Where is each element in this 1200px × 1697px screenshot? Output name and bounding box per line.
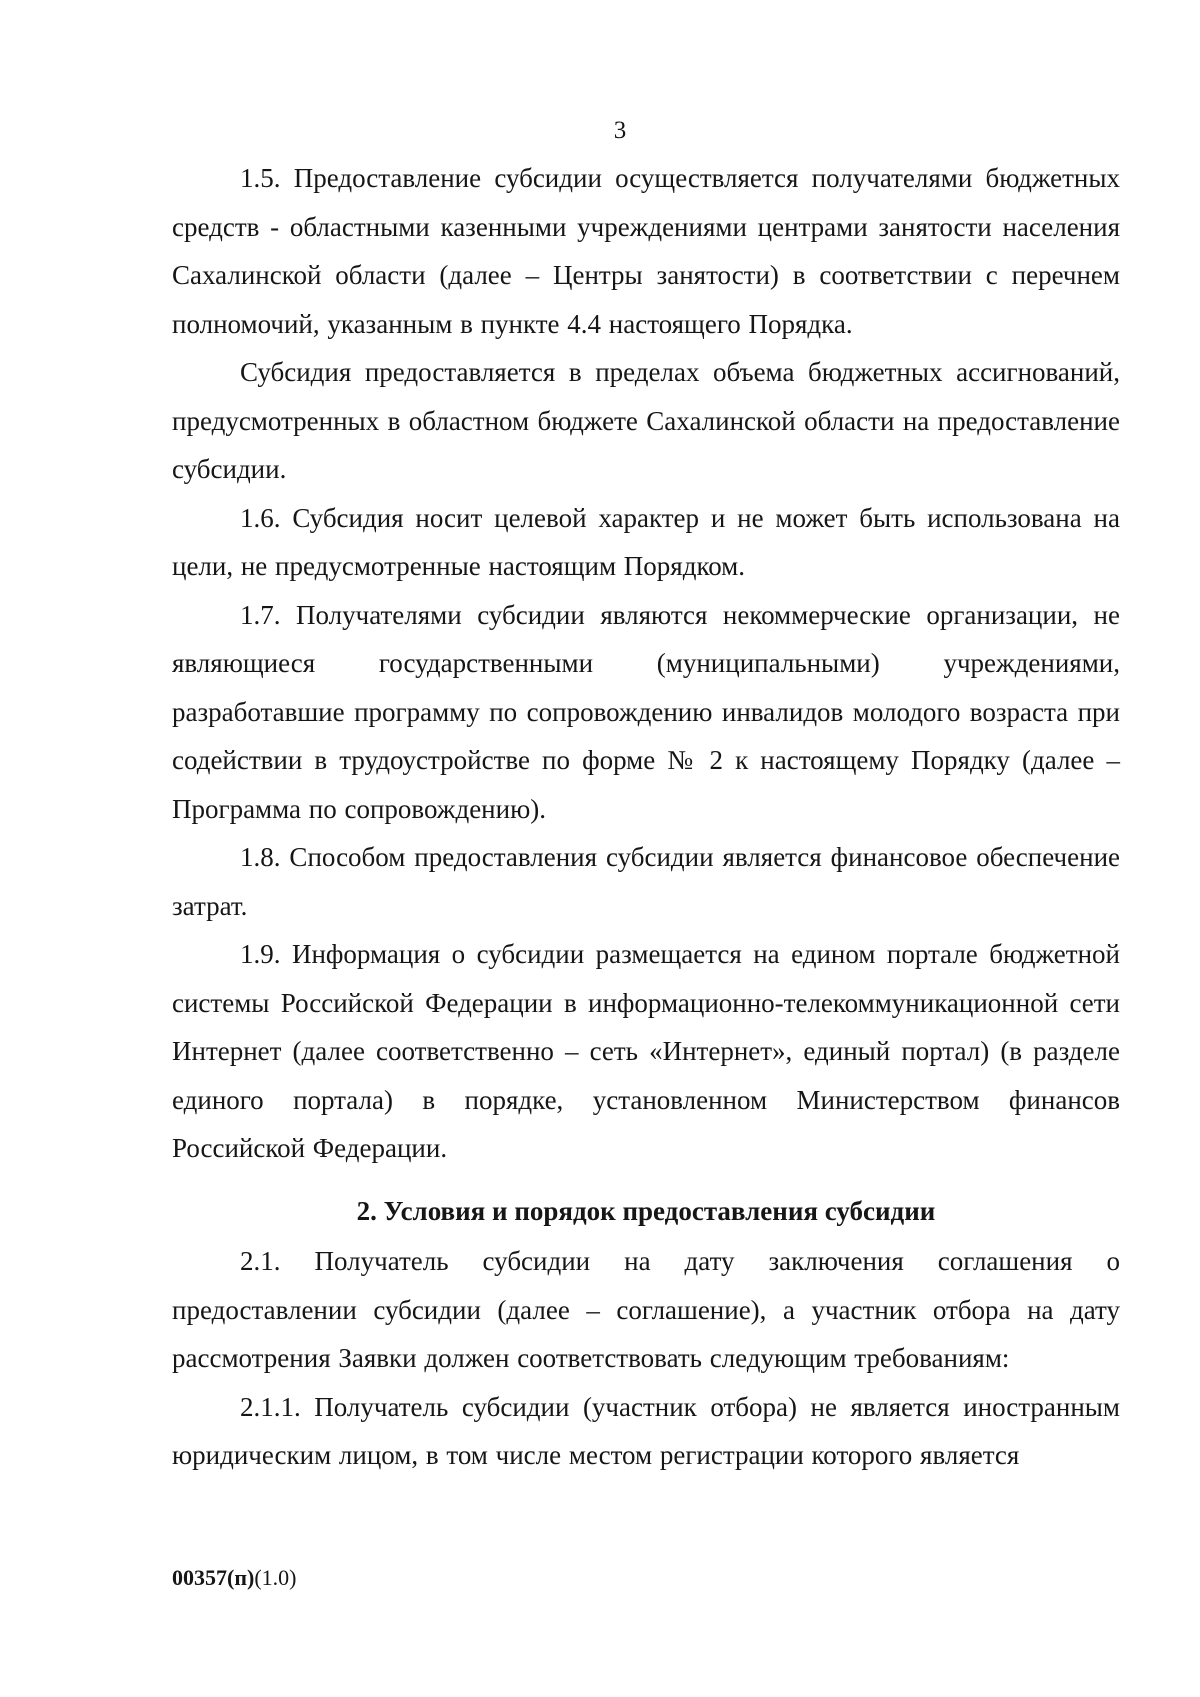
paragraph-1-9: 1.9. Информация о субсидии размещается на едином портале бюджетной системы Российской Федерации в информационно-телекоммуникационной сети Интернет (далее соответственно – сеть «Интернет», единый портал) (в разделе единого портала) в порядке, установленном Министерством финансов Российской Федерации. [172, 939, 1120, 1163]
paragraph-1-5: 1.5. Предоставление субсидии осуществляется получателями бюджетных средств - областными казенными учреждениями центрами занятости населения Сахалинской области (далее – Центры занятости) в соответствии с перечнем полномочий, указанным в пункте 4.4 настоящего Порядка. [172, 163, 1120, 339]
paragraph-1-6: 1.6. Субсидия носит целевой характер и не может быть использована на цели, не предусмотренные настоящим Порядком. [172, 502, 1120, 581]
paragraph-1-7: 1.7. Получателями субсидии являются некоммерческие организации, не являющиеся государственными (муниципальными) учреждениями, разработавшие программу по сопровождению инвалидов молодого возраста при содействии в трудоустройстве по форме № 2 к настоящему Порядку (далее – Программа по сопровождению). [172, 599, 1120, 824]
section-heading-2: 2. Условия и порядок предоставления субсидии [356, 1195, 936, 1226]
document-body [172, 154, 1120, 1480]
paragraph-1-8: 1.8. Способом предоставления субсидии является финансовое обеспечение затрат. [172, 842, 1120, 921]
paragraph-2-1-1: 2.1.1. Получатель субсидии (участник отбора) не является иностранным юридическим лицом, в том числе местом регистрации которого является [172, 1391, 1120, 1470]
document-code-number: 00357(п) [172, 1565, 255, 1590]
document-code [172, 1564, 296, 1592]
paragraph-subsidy-limits: Субсидия предоставляется в пределах объема бюджетных ассигнований, предусмотренных в областном бюджете Сахалинской области на предоставление субсидии. [172, 357, 1120, 484]
document-code-version: (1.0) [254, 1565, 297, 1590]
paragraph-2-1: 2.1. Получатель субсидии на дату заключения соглашения о предоставлении субсидии (далее – соглашение), а участник отбора на дату рассмотрения Заявки должен соответствовать следующим требованиям: [172, 1246, 1120, 1373]
page-number: 3 [613, 117, 627, 144]
